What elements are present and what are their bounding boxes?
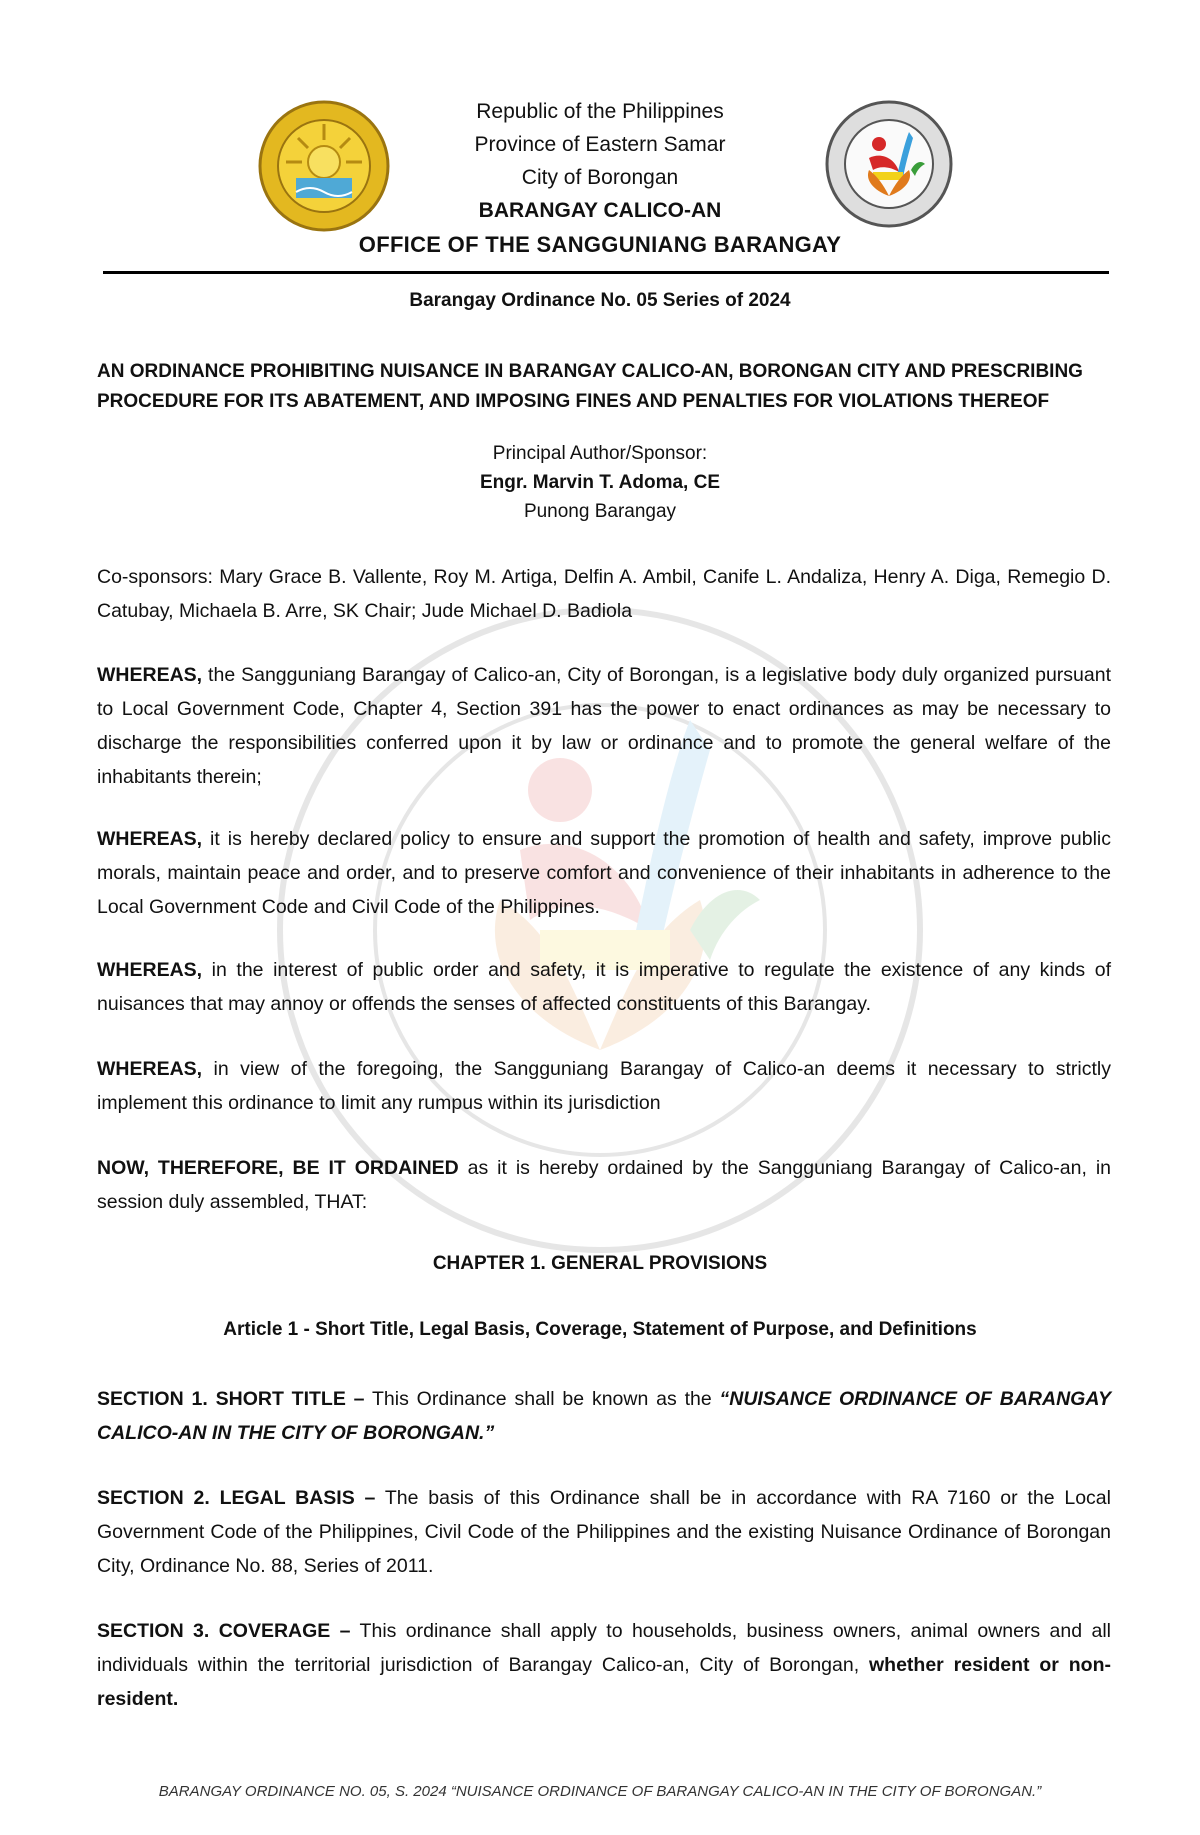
whereas-clause — [97, 1052, 1111, 1120]
section-3 — [97, 1614, 1111, 1716]
header-barangay: BARANGAY CALICO-AN — [478, 199, 722, 222]
now-therefore-clause — [97, 1151, 1111, 1219]
whereas-lead: WHEREAS, — [97, 828, 203, 850]
header-city: City of Borongan — [521, 166, 679, 189]
section-1-text: This Ordinance shall be known as the — [364, 1388, 720, 1410]
article-heading: Article 1 - Short Title, Legal Basis, Coverage, Statement of Purpose, and Definitions — [223, 1319, 977, 1340]
author-position: Punong Barangay — [523, 501, 677, 522]
section-3-lead: SECTION 3. COVERAGE – — [97, 1620, 351, 1642]
ordinance-title: AN ORDINANCE PROHIBITING NUISANCE IN BARANGAY CALICO-AN, BORONGAN CITY AND PRESCRIBING PROCEDURE FOR ITS ABATEMENT, AND IMPOSING FINES AND PENALTIES FOR VIOLATIONS THEREOF — [97, 361, 1083, 412]
header-divider — [103, 271, 1109, 274]
section-3-text: This ordinance shall apply to households, business owners, animal owners and all individuals within the territorial jurisdiction of Barangay Calico-an, City of Borongan, — [97, 1620, 1111, 1676]
whereas-lead: WHEREAS, — [97, 664, 203, 686]
whereas-clause — [97, 822, 1111, 924]
header-province: Province of Eastern Samar — [474, 133, 726, 156]
now-therefore-lead: NOW, THEREFORE, BE IT ORDAINED — [97, 1157, 459, 1179]
author-name: Engr. Marvin T. Adoma, CE — [479, 472, 720, 493]
page-footer: BARANGAY ORDINANCE NO. 05, S. 2024 “NUISANCE ORDINANCE OF BARANGAY CALICO-AN IN THE CITY OF BORONGAN.” — [158, 1783, 1042, 1800]
section-1-lead: SECTION 1. SHORT TITLE – — [97, 1388, 365, 1410]
section-2-lead: SECTION 2. LEGAL BASIS – — [97, 1487, 376, 1509]
section-2-text: The basis of this Ordinance shall be in accordance with RA 7160 or the Local Government Code of the Philippines, Civil Code of the Philippines and the existing Nuisance Ordinance of Borongan City, Ordinance No. 88, Series of 2011. — [97, 1487, 1111, 1577]
section-1 — [97, 1382, 1111, 1450]
cosponsors: Co-sponsors: Mary Grace B. Vallente, Roy M. Artiga, Delfin A. Ambil, Canife L. Andaliza, Henry A. Diga, Remegio D. Catubay, Michaela B. Arre, SK Chair; Jude Michael D. Badiola — [97, 566, 1111, 622]
section-1-short-title: “NUISANCE ORDINANCE OF BARANGAY CALICO-AN IN THE CITY OF BORONGAN.” — [97, 1388, 1111, 1444]
whereas-text: the Sangguniang Barangay of Calico-an, City of Borongan, is a legislative body duly organized pursuant to Local Government Code, Chapter 4, Section 391 has the power to enact ordinances as may be necessary to discharge the responsibilities conferred upon it by law or ordinance and to promote the general welfare of the inhabitants therein; — [97, 664, 1111, 788]
whereas-lead: WHEREAS, — [97, 959, 203, 981]
now-therefore-text: as it is hereby ordained by the Sangguniang Barangay of Calico-an, in session duly assembled, THAT: — [97, 1157, 1111, 1213]
whereas-text: in view of the foregoing, the Sangguniang Barangay of Calico-an deems it necessary to strictly implement this ordinance to limit any rumpus within its jurisdiction — [97, 1058, 1111, 1114]
ordinance-number: Barangay Ordinance No. 05 Series of 2024 — [409, 290, 791, 311]
whereas-text: it is hereby declared policy to ensure and support the promotion of health and safety, improve public morals, maintain peace and order, and to preserve comfort and convenience of their inhabitants in adherence to the Local Government Code and Civil Code of the Philippines. — [97, 828, 1111, 918]
whereas-clause — [97, 658, 1111, 794]
whereas-text: in the interest of public order and safety, it is imperative to regulate the existence of any kinds of nuisances that may annoy or offends the senses of affected constituents of this Barangay. — [97, 959, 1111, 1015]
header-republic: Republic of the Philippines — [476, 100, 724, 123]
chapter-heading: CHAPTER 1. GENERAL PROVISIONS — [432, 1253, 768, 1274]
whereas-lead: WHEREAS, — [97, 1058, 203, 1080]
section-2 — [97, 1481, 1111, 1583]
author-label: Principal Author/Sponsor: — [492, 443, 708, 464]
whereas-clause — [97, 953, 1111, 1021]
office-title: OFFICE OF THE SANGGUNIANG BARANGAY — [358, 232, 842, 257]
section-3-tail: whether resident or non-resident. — [97, 1654, 1111, 1710]
